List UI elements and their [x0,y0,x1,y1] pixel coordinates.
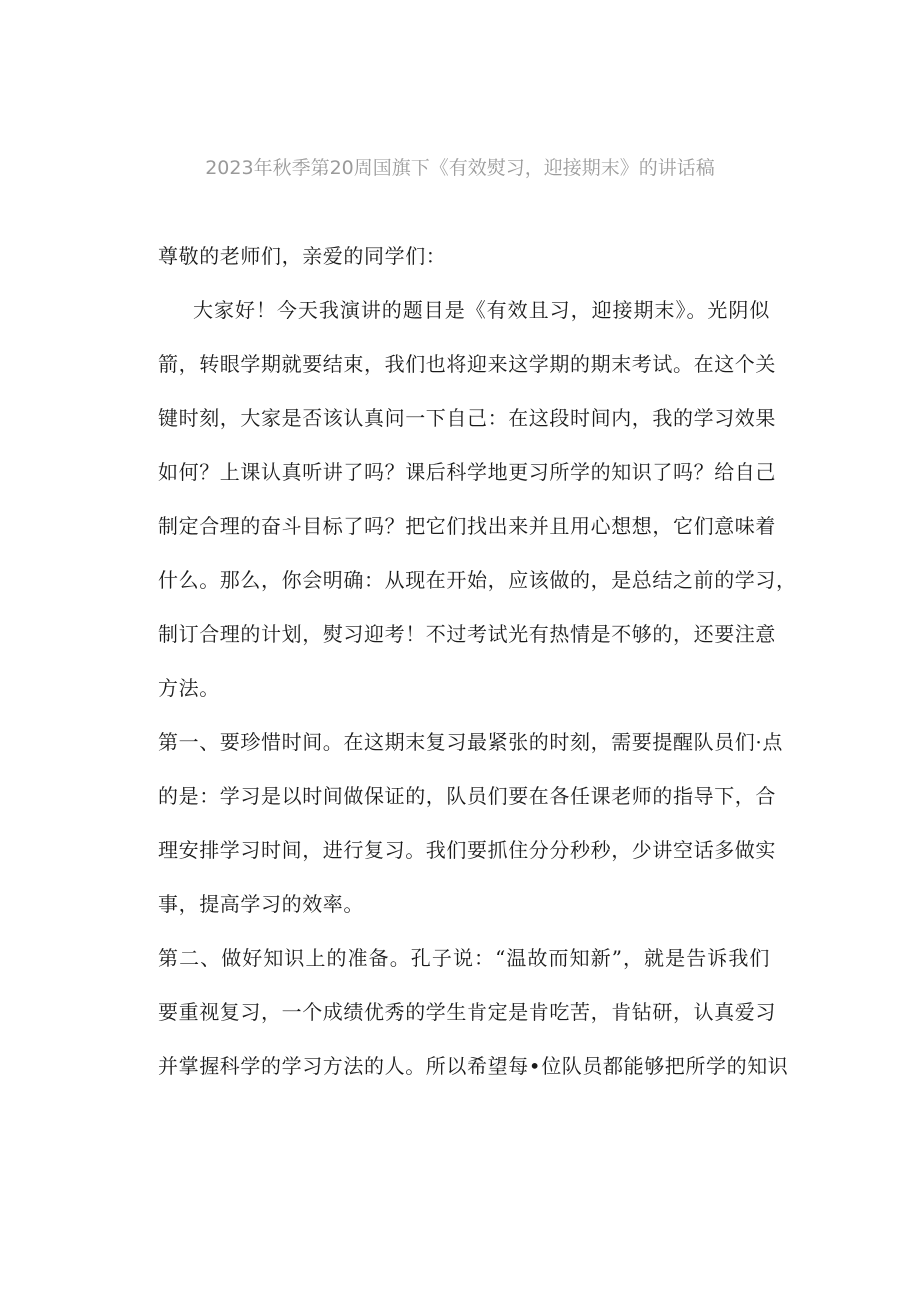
paragraph-1 [158,283,797,715]
paragraph-line: 方法。 [158,676,220,700]
paragraph-line: 并掌握科学的学习方法的人。所以希望每•位队员都能够把所学的知识 [158,1054,789,1078]
paragraph-line: 大家好！今天我演讲的题目是《有效且习，迎接期末》。光阴似 [193,298,770,322]
paragraph-line: 如何？上课认真听讲了吗？课后科学地更习所学的知识了吗？给自己 [158,460,776,484]
paragraph-line: 事，提高学习的效率。 [158,892,364,916]
paragraph-3 [158,931,789,1093]
paragraph-line: 要重视复习，一个成绩优秀的学生肯定是肯吃苦，肯钻研，认真爱习 [158,1000,776,1024]
paragraph-line: 制订合理的计划，熨习迎考！不过考试光有热情是不够的，还要注意 [158,622,776,646]
paragraph-line: 第二、做好知识上的准备。孔子说：“温故而知新”，就是告诉我们 [158,946,770,970]
paragraph-line: 键时刻，大家是否该认真问一下自己：在这段时间内，我的学习效果 [158,406,776,430]
salutation: 尊敬的老师们，亲爱的同学们： [158,244,447,268]
paragraph-line: 理安排学习时间，进行复习。我们要抓住分分秒秒，少讲空话多做实 [158,838,776,862]
document-title: 2023年秋季第20周国旗下《有效熨习，迎接期末》的讲话稿 [205,157,715,179]
paragraph-line: 制定合理的奋斗目标了吗？把它们找出来并且用心想想，它们意味着 [158,514,776,538]
paragraph-line: 什么。那么，你会明确：从现在开始，应该做的，是总结之前的学习， [158,568,797,592]
paragraph-line: 箭，转眼学期就要结束，我们也将迎来这学期的期末考试。在这个关 [158,352,776,376]
paragraph-line: 的是：学习是以时间做保证的，队员们要在各任课老师的指导下，合 [158,784,776,808]
paragraph-line: 第一、要珍惜时间。在这期末复习最紧张的时刻，需要提醒队员们·点 [158,730,783,754]
document-body [158,229,797,1093]
paragraph-2 [158,715,783,931]
